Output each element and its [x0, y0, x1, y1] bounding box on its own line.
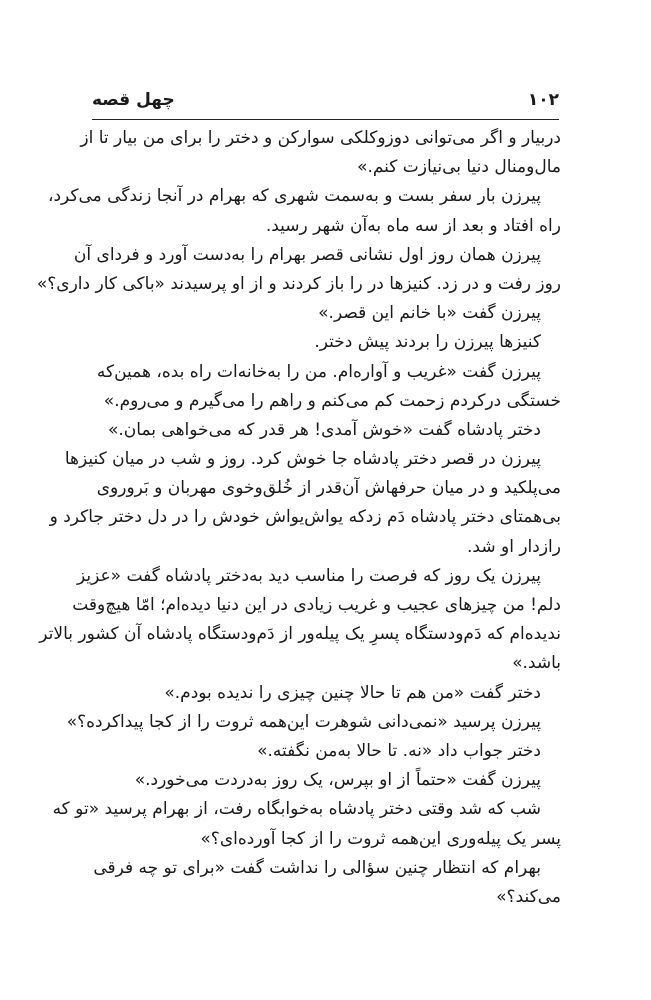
text-line: روز رفت و در زد. کنیزها در را باز کردند و از او پرسیدند «باکی کار داری؟»	[36, 273, 561, 294]
text-line: باشد.»	[512, 653, 561, 674]
text-line: پیرزن گفت «حتماً از او بپرس، یک روز به‌دردت می‌خورد.»	[134, 770, 541, 791]
text-line: شب که شد وقتی دختر پادشاه به‌خوابگاه رفت، از بهرام پرسید «تو که	[52, 799, 541, 820]
text-line: بی‌همتای دختر پادشاه دَم زدکه یواش‌یواش خودش را در دل دختر جاکرد و	[49, 507, 561, 528]
text-line: پیرزن همان روز اول نشانی قصر بهرام را به‌دست آورد و فردای آن	[73, 244, 541, 265]
body-text	[36, 124, 561, 912]
text-line: می‌کند؟»	[496, 886, 561, 907]
text-line: راه افتاد و بعد از سه ماه به‌آن شهر رسید.	[265, 215, 561, 236]
text-line: دلم! من چیزهای عجیب و غریب زیادی در این دنیا دیده‌ام؛ امّا هیچ‌وقت	[72, 595, 561, 615]
text-line: پیرزن یک روز که فرصت را مناسب دید به‌دختر پادشاه گفت «عزیز	[77, 565, 541, 586]
text-line: کنیزها پیرزن را بردند پیش دختر.	[314, 332, 541, 353]
book-title: چهل قصه	[92, 90, 175, 110]
page-number: ۱۰۲	[527, 90, 559, 110]
text-line: پیرزن گفت «غریب و آواره‌ام. من را به‌خانه‌ات راه بده، همین‌که	[96, 361, 541, 382]
text-line: پسر یک پیله‌وری این‌همه ثروت را از کجا آورده‌ای؟»	[200, 828, 561, 849]
text-line: پیرزن بار سفر بست و به‌سمت شهری که بهرام در آنجا زندگی می‌کرد،	[47, 186, 541, 207]
text-line: رازدار او شد.	[467, 536, 561, 557]
page-header	[92, 86, 559, 116]
text-line: دختر گفت «من هم تا حالا چنین چیزی را ندیده بودم.»	[164, 682, 541, 703]
text-line: پیرزن پرسید «نمی‌دانی شوهرت این‌همه ثروت را از کجا پیداکرده؟»	[66, 711, 541, 732]
text-line: پیرزن گفت «با خانم این قصر.»	[318, 303, 541, 324]
header-divider	[92, 119, 559, 120]
text-line: دختر پادشاه گفت «خوش آمدی! هر قدر که می‌خواهی بمان.»	[107, 419, 541, 440]
text-line: ندیده‌ام که دَم‌ودستگاه پسرِ یک پیله‌ور از دَم‌ودستگاه پادشاه آن کشور بالاتر	[39, 624, 561, 645]
text-line: دربیار و اگر می‌توانی دوزوکلکی سوارکن و دختر را برای من بیار تا از	[80, 128, 561, 148]
text-line: بهرام که انتظار چنین سؤالی را نداشت گفت «برای تو چه فرقی	[93, 857, 541, 878]
text-line: پیرزن در قصر دختر پادشاه جا خوش کرد. روز و شب در میان کنیزها	[64, 449, 541, 470]
text-line: دختر جواب داد «نه. تا حالا به‌من نگفته.»	[257, 740, 541, 761]
text-line: خستگی درکردم زحمت کم می‌کنم و راهم را می‌گیرم و می‌روم.»	[103, 390, 561, 411]
text-line: مال‌ومنال دنیا بی‌نیازت کنم.»	[357, 157, 561, 178]
text-line: می‌پلکید و در میان حرفهاش آن‌قدر از خُلق‌وخوی مهربان و بَروروی	[96, 478, 561, 499]
